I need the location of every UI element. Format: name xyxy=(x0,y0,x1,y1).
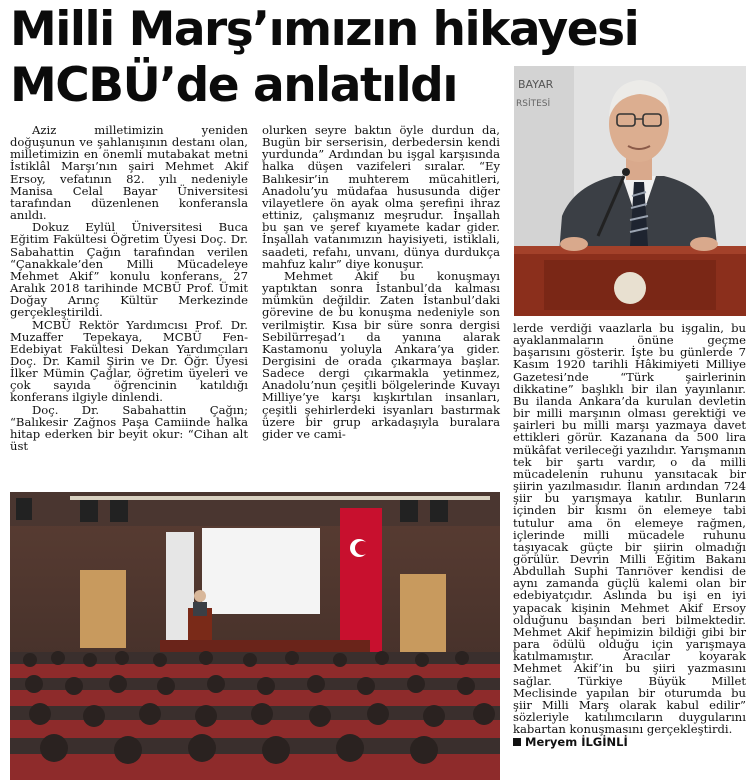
article-column-1 xyxy=(10,124,248,452)
article-column-3 xyxy=(513,322,746,748)
paragraph: olurken seyre baktın öyle durdun da, Bugün bir serserisin, derbedersin kendi yurdunda” Ardından bu işgal karşısında halka düşen vazifeleri sıralar. “Ey Balıkesir’in muhterem mücahitleri, Anadolu’yu müdafaa hususunda diğer vilayetlere ön ayak olma şerefini ihraz ettiniz, çalışmanız meşrudur. İnşallah bu şan ve şeref kıyamete kadar gider. İnşallah vatanımızın hayisiyeti, istiklali, saadeti, refahı, unvanı, dünya durdukça mahfuz kalır” diye konuşur. xyxy=(262,123,500,271)
conference-hall-photo xyxy=(10,492,500,780)
article-column-2 xyxy=(262,124,500,440)
headline-line-2: MCBÜ’de anlatıldı xyxy=(10,58,457,113)
byline-author: Meryem İLGİNLİ xyxy=(525,735,628,750)
headline-line-1: Milli Marş’ımızın hikayesi xyxy=(10,2,639,57)
paragraph: Doç. Dr. Sabahattin Çağın; “Balıkesir Zağnos Paşa Camiinde halka hitap ederken bir beyit okur: “Cihan alt üst xyxy=(10,402,248,454)
byline xyxy=(513,736,746,748)
byline-square-icon xyxy=(513,738,521,746)
backdrop-text-1: BAYAR xyxy=(518,78,554,91)
paragraph: Aziz milletimizin yeniden doğuşunun ve şahlanışının destanı olan, milletimizin en önemli mutabakat metni İstiklâl Marşı’nın şairi Mehmet Akif Ersoy, vefatının 82. yılı nedeniyle Manisa Celal Bayar Üniversitesi tarafından düzenlenen konferansla anıldı. xyxy=(10,123,248,223)
speaker-portrait-photo xyxy=(514,66,746,316)
paragraph: lerde verdiği vaazlarla bu işgalin, bu ayaklanmaların önüne geçme başarısını gösterir. İşte bu günlerde 7 Kasım 1920 tarihli Hâkimiyeti Milliye Gazetesi’nde “Türk şairlerinin dikkatine” başlıklı bir ilan yayınlanır. Bu ilanda Ankara’da kurulan devletin bir milli marşının olması gerektiği ve şairleri bu milli marşı yazmaya davet ettikleri görür. Kazanana da 500 lira mükâfat verileceği yazılıdır. Yarışmanın tek bir şartı vardır, o da milli mücadelenin ruhunu yansıtacak bir şiirin yazılmasıdır. İlanın ardından 724 şiir bu yarışmaya katılır. Bunların içinden bir kısmı ön elemeye tabi tutulur ama ön elemeye rağmen, içlerinde milli mücadele ruhunu taşıyacak güçte bir şiirin olmadığı görülür. Devrin Milli Eğitim Bakanı Abdullah Suphi Tanrıöver kendisi de aynı zamanda güçlü kalemi olan bir edebiyatçıdır. Aslında bu işi en iyi yapacak kişinin Mehmet Akif Ersoy olduğunu başından beri bilmektedir. Mehmet Akif hepimizin bildiği gibi bir para ödülü olduğu için yarışmaya katılmamıştır. Aracılar koyarak Mehmet Akif’in bu şiiri yazmasını sağlar. Türkiye Büyük Millet Meclisinde yapılan bir oturumda bu şiir Milli Marş olarak kabul edilir” sözleriyle katılımcıların duygularını kabartan konuşmasını gerçekleştirdi. xyxy=(513,321,746,737)
backdrop-text-2: RSİTESİ xyxy=(516,99,551,109)
paragraph: MCBÜ Rektör Yardımcısı Prof. Dr. Muzaffer Tepekaya, MCBÜ Fen-Edebiyat Fakültesi Dekan Yardımcıları Doç. Dr. Kamil Şirin ve Dr. Öğr. Üyesi İlker Mümin Çağlar, öğretim üyeleri ve çok sayıda öğrencinin katıldığı konferans ilgiyle dinlendi. xyxy=(10,317,248,405)
paragraph: Mehmet Akif bu konuşmayı yaptıktan sonra İstanbul’da kalması mümkün değildir. Zaten İstanbul’daki görevine de bu konuşma nedeniyle son verilmiştir. Kısa bir süre sonra dergisi Sebilürreşad’ı da yanına alarak Kastamonu yoluyla Ankara’ya gider. Dergisini de orada çıkarmaya başlar. Sadece dergi çıkarmakla yetinmez, Anadolu’nun çeşitli bölgelerinde Kuvayı Milliye’ye karşı kışkırtılan insanları, çeşitli şehirlerdeki isyanları bastırmak üzere bir grup arkadaşıyla buralara gider ve cami- xyxy=(262,268,500,441)
paragraph: Dokuz Eylül Üniversitesi Buca Eğitim Fakültesi Öğretim Üyesi Doç. Dr. Sabahattin Çağın tarafından verilen “Çanakkale’den Milli Mücadeleye Mehmet Akif” konulu konferans, 27 Aralık 2018 tarihinde MCBÜ Prof. Ümit Doğay Arınç Kültür Merkezinde gerçekleştirildi. xyxy=(10,220,248,320)
